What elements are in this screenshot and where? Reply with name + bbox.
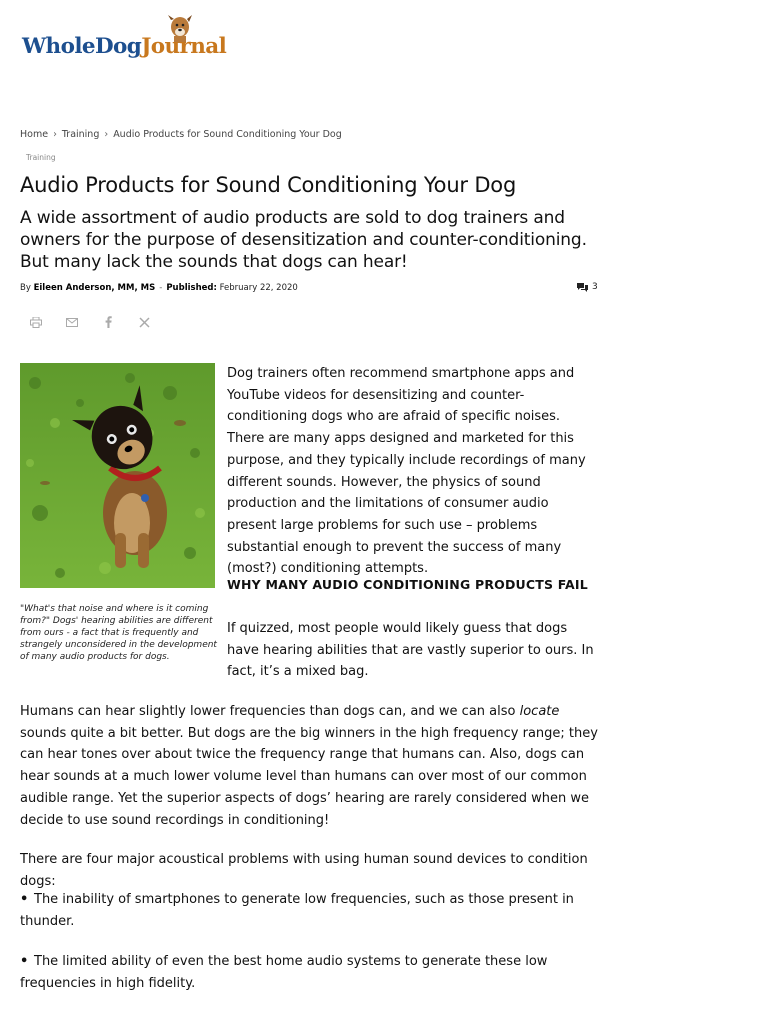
breadcrumb [20,129,342,140]
comments-count: 3 [592,282,598,292]
section-heading: WHY MANY AUDIO CONDITIONING PRODUCTS FAIL [227,577,588,592]
paragraph-1: Dog trainers often recommend smartphone apps and YouTube videos for desensitizing and counter-conditioning dogs who are afraid of specific noises. There are many apps designed and marketed for this purpose, and they typically include recordings of many different sounds. However, the physics of sound production and the limitations of consumer audio present large problems for such use – problems substantial enough to prevent the success of many (most?) conditioning attempts. [227,366,586,577]
emphasis-locate: locate [519,704,560,719]
dog-photo [20,363,215,588]
by-label: By [20,283,31,293]
x-icon[interactable] [136,314,152,330]
list-item-text: The limited ability of even the best home audio systems to generate these low frequencies in high fidelity. [20,954,548,991]
article-subtitle: A wide assortment of audio products are sold to dog trainers and owners for the purpose of desensitization and counter-conditioning. But many lack the sounds that dogs can hear! [20,208,587,272]
comments-link[interactable] [577,282,598,292]
facebook-icon[interactable] [100,314,116,330]
breadcrumb-training[interactable]: Training [61,129,100,140]
published-date: February 22, 2020 [219,283,298,293]
share-bar [28,314,152,330]
paragraph-2: If quizzed, most people would likely guess that dogs have hearing abilities that are vastly superior to ours. In fact, it’s a mixed bag. [227,621,594,680]
paragraph-3-start: Humans can hear slightly lower frequencies than dogs can, and we can also [20,704,520,719]
image-caption: "What's that noise and where is it coming from?" Dogs' hearing abilities are different from ours - a fact that is frequently and strangely unconsidered in the development of many audio products for dogs. [20,604,217,662]
bullet-marker: • [20,954,29,969]
paragraph-4: There are four major acoustical problems with using human sound devices to condition dogs: [20,852,588,889]
list-item [20,951,610,994]
published-label: Published: [166,283,217,293]
article-meta [20,283,298,293]
breadcrumb-home[interactable]: Home [20,129,49,140]
breadcrumb-current: Audio Products for Sound Conditioning Your Dog [113,129,342,140]
bullet-marker: • [20,892,29,907]
article-image [20,363,215,588]
comment-icon [577,283,588,292]
article-title: Audio Products for Sound Conditioning Your Dog [20,173,517,197]
category-tag[interactable]: Training [26,153,56,162]
breadcrumb-separator: › [53,129,57,140]
site-logo[interactable] [22,14,227,70]
print-icon[interactable] [28,314,44,330]
paragraph-3-end: sounds quite a bit better. But dogs are the big winners in the high frequency range; they can hear tones over about twice the frequency range that humans can. Also, dogs can hear sounds at a much lower volume level than humans can over most of our common audible range. Yet the superior aspects of dogs’ hearing are rarely considered when we decide to use sound recordings in conditioning! [20,725,598,828]
paragraph-3 [20,701,598,831]
site-logo-text: WholeDogJournal [22,34,227,59]
list-item [20,889,580,932]
author-link[interactable]: Eileen Anderson, MM, MS [33,283,156,293]
list-item-text: The inability of smartphones to generate low frequencies, such as those present in thunder. [20,892,574,929]
email-icon[interactable] [64,314,80,330]
breadcrumb-separator: › [104,129,109,140]
meta-separator: - [159,283,163,293]
